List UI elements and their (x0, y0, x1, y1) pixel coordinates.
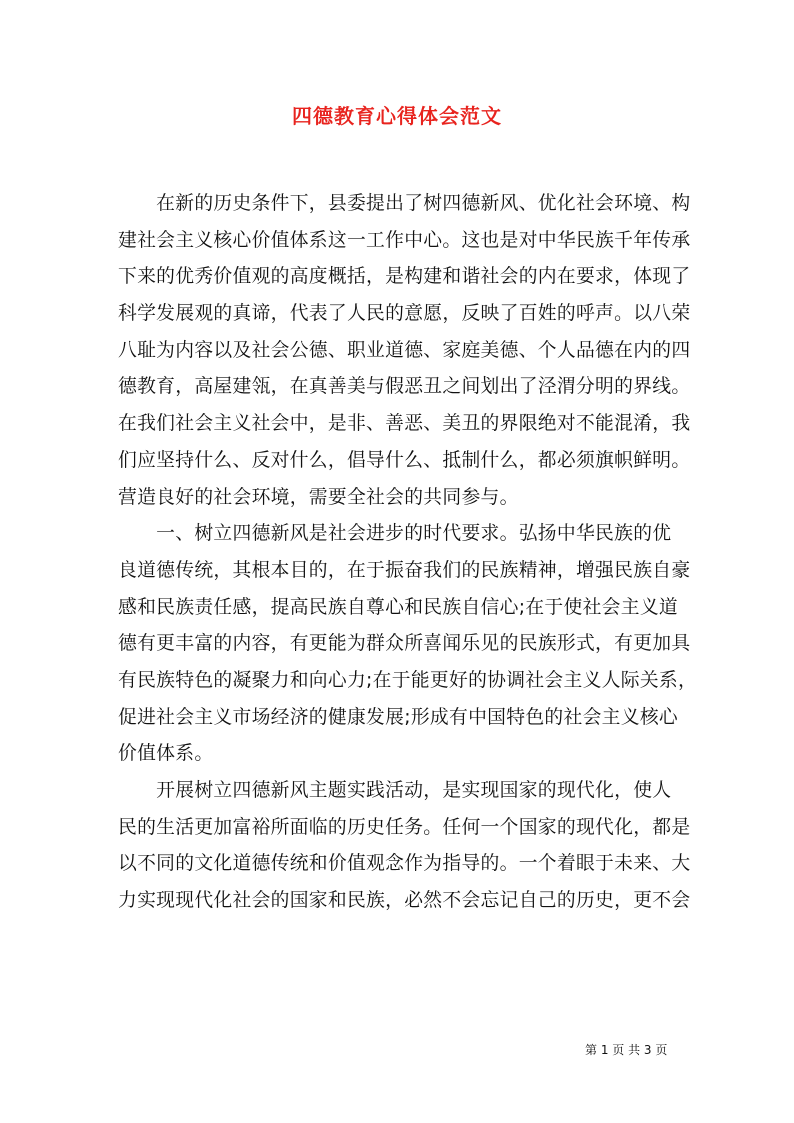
body-line: 营造良好的社会环境，需要全社会的共同参与。 (118, 486, 519, 508)
body-line: 以不同的文化道德传统和价值观念作为指导的。一个着眼于未来、大 (118, 853, 691, 875)
body-line: 力实现现代化社会的国家和民族，必然不会忘记自己的历史，更不会 (118, 890, 691, 912)
body-line: 有民族特色的凝聚力和向心力;在于能更好的协调社会主义人际关系， (118, 669, 698, 691)
body-line: 感和民族责任感，提高民族自尊心和民族自信心;在于使社会主义道 (118, 596, 678, 618)
body-line: 一、树立四德新风是社会进步的时代要求。弘扬中华民族的优 (118, 523, 672, 545)
body-line: 科学发展观的真谛，代表了人民的意愿，反映了百姓的呼声。以八荣 (118, 303, 691, 325)
document-body (118, 186, 698, 920)
body-line: 良道德传统，其根本目的，在于振奋我们的民族精神，增强民族自豪 (118, 559, 691, 581)
body-line: 开展树立四德新风主题实践活动，是实现国家的现代化，使人 (118, 780, 672, 801)
body-line: 德教育，高屋建瓴，在真善美与假恶丑之间划出了泾渭分明的界线。 (118, 376, 691, 398)
body-line: 价值体系。 (118, 743, 214, 765)
body-line: 在我们社会主义社会中，是非、善恶、美丑的界限绝对不能混淆，我 (118, 413, 691, 435)
body-line: 德有更丰富的内容，有更能为群众所喜闻乐见的民族形式，有更加具 (118, 633, 691, 655)
body-line: 民的生活更加富裕所面临的历史任务。任何一个国家的现代化，都是 (118, 816, 691, 838)
body-line: 八耻为内容以及社会公德、职业道德、家庭美德、个人品德在内的四 (118, 339, 691, 361)
body-line: 促进社会主义市场经济的健康发展;形成有中国特色的社会主义核心 (118, 706, 678, 728)
body-line: 下来的优秀价值观的高度概括，是构建和谐社会的内在要求，体现了 (118, 266, 691, 288)
body-line: 在新的历史条件下，县委提出了树四德新风、优化社会环境、构 (118, 193, 691, 214)
body-line: 们应坚持什么、反对什么，倡导什么、抵制什么，都必须旗帜鲜明。 (118, 449, 691, 471)
page-number-footer: 第 1 页 共 3 页 (585, 1043, 668, 1057)
document-title: 四德教育心得体会范文 (292, 104, 502, 128)
body-line: 建社会主义核心价值体系这一工作中心。这也是对中华民族千年传承 (118, 229, 691, 251)
